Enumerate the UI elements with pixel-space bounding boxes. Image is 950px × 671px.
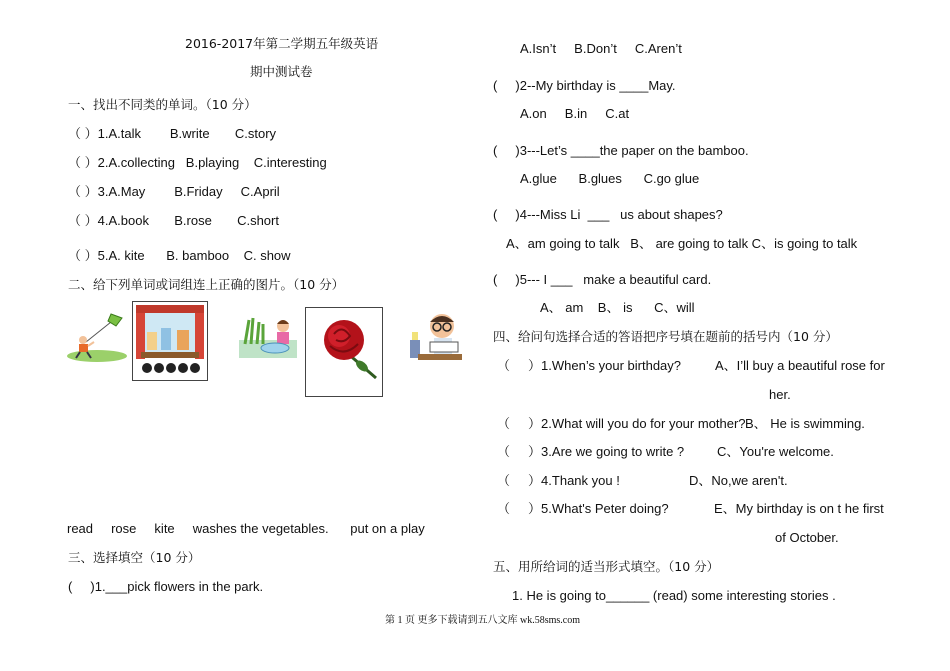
section4-question: （ ）1.When’s your birthday? [497,358,682,373]
section3-question-5: ( )5--- I ___ make a beautiful card. [493,272,712,287]
section4-question: （ ）3.Are we going to write ? [497,444,685,459]
section3-question-2: ( )2--My birthday is ____May. [493,78,676,93]
rose-picture [306,308,382,396]
page-footer: 第 1 页 更多下载请到五八文库 wk.58sms.com [385,615,580,626]
section4-answer: D、No,we aren't. [689,473,788,488]
item-text: 1.A.talk B.write C.story [97,126,277,141]
item-text: 2.A.collecting B.playing C.interesting [97,155,327,170]
section1-item [68,248,291,264]
play-picture [133,302,207,380]
kite-picture [66,312,128,362]
section3-question-3: ( )3---Let’s ____the paper on the bamboo. [493,143,749,158]
section4-question: （ ）5.What's Peter doing? [497,501,669,516]
section1-item [68,213,279,229]
play-picture-frame [132,301,208,381]
rose-picture-frame [305,307,383,397]
q3-options: A.glue B.glues C.go glue [520,171,700,186]
item-text: 5.A. kite B. bamboo C. show [97,248,291,263]
section5-question-1: 1. He is going to______ (read) some interesting stories . [512,588,836,603]
section2-heading: 二、给下列单词或词组连上正确的图片。（10 分） [68,277,345,292]
washing-picture [239,314,297,358]
section1-item [68,126,276,142]
answer-bracket[interactable]: （ ） [68,248,98,263]
section1-heading: 一、找出不同类的单词。（10 分） [68,97,257,112]
item-text: 3.A.May B.Friday C.April [97,184,280,199]
q5-options: A、 am B、 is C、will [540,300,695,315]
q2-options: A.on B.in C.at [520,106,630,121]
section4-answer: her. [769,387,791,402]
answer-bracket[interactable]: （ ） [68,213,98,228]
section1-item [68,155,327,171]
section3-heading: 三、选择填空（10 分） [68,550,201,565]
section3-question-4: ( )4---Miss Li ___ us about shapes? [493,207,723,222]
section4-answer: A、I’ll buy a beautiful rose for [715,358,885,373]
section4-answer: E、My birthday is on t he first [714,501,884,516]
document-title: 2016-2017年第二学期五年级英语 [185,36,379,51]
answer-bracket[interactable]: （ ） [68,155,98,170]
q1-options: A.Isn’t B.Don’t C.Aren’t [520,41,682,56]
item-text: 4.A.book B.rose C.short [97,213,279,228]
section1-item [68,184,280,200]
document-subtitle: 期中测试卷 [250,64,313,79]
section4-heading: 四、给问句选择合适的答语把序号填在题前的括号内（10 分） [493,329,838,344]
answer-bracket[interactable]: （ ） [68,126,98,141]
section4-answer: B、 He is swimming. [745,416,865,431]
q4-options: A、am going to talk B、 are going to talk C、is going to talk [506,236,858,251]
section4-question: （ ）4.Thank you ! [497,473,620,488]
section5-heading: 五、用所给词的适当形式填空。（10 分） [493,559,720,574]
answer-bracket[interactable]: （ ） [68,184,98,199]
section4-answer: C、You're welcome. [717,444,834,459]
section4-question: （ ）2.What will you do for your mother? [497,416,746,431]
section3-question-1: ( )1.___pick flowers in the park. [68,579,264,594]
reading-picture [408,310,464,362]
match-words: read rose kite washes the vegetables. put on a play [67,521,425,536]
section4-answer: of October. [775,530,839,545]
